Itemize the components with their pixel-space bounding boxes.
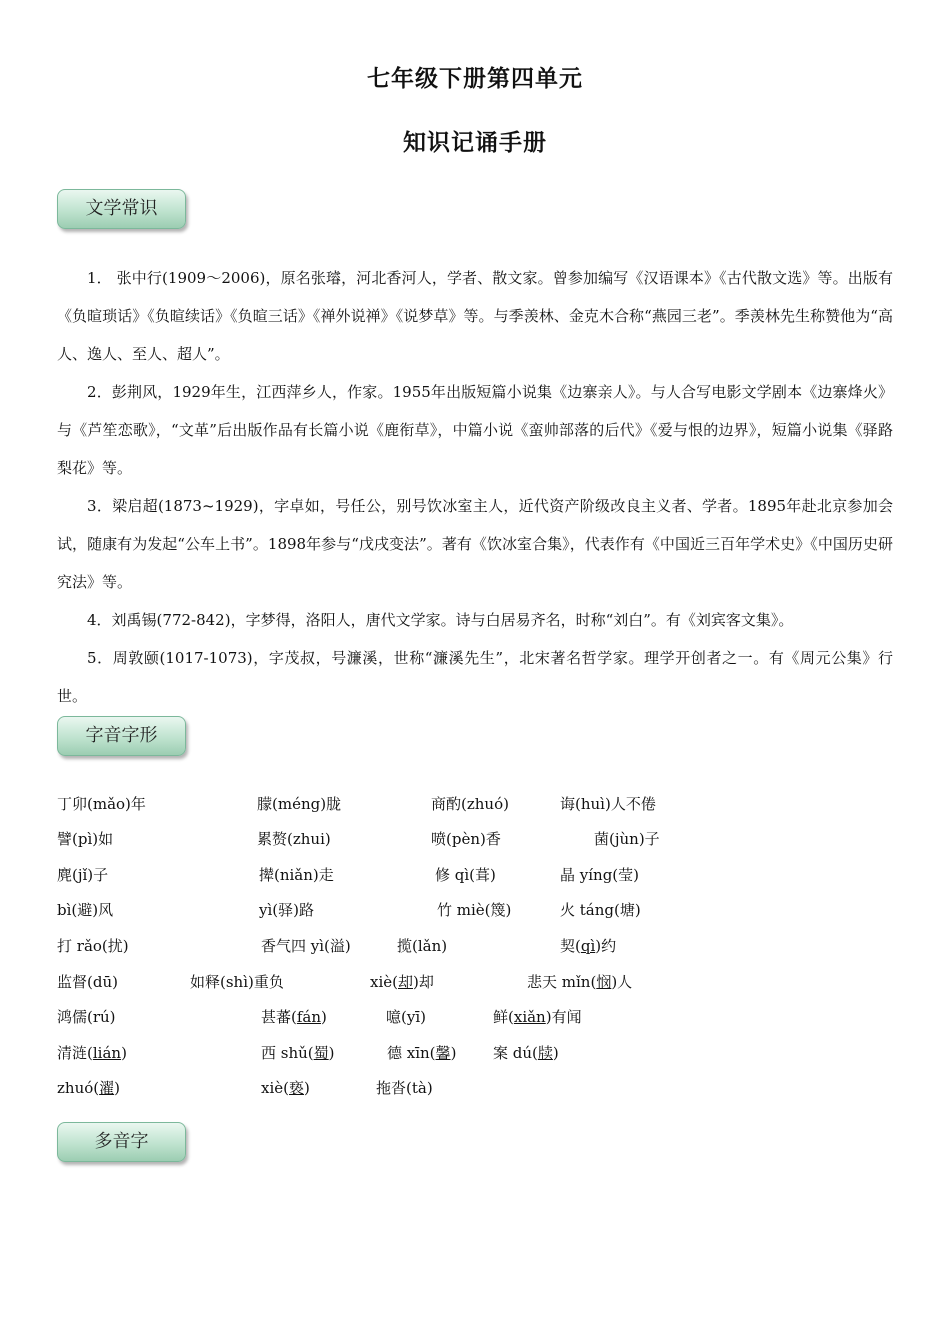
page-subtitle: 知识记诵手册 [403,130,547,156]
literature-item: 2．彭荆风，1929年生，江西萍乡人，作家。1955年出版短篇小说集《边寨亲人》。与人合写电影文学剧本《边寨烽火》与《芦笙恋歌》，“文革”后出版作品有长篇小说《鹿衔草》，中篇小说《蛮帅部落的后代》《爱与恨的边界》，短篇小说集《驿路梨花》等。 [57,383,893,477]
word-item: 朦(méng)胧 [257,795,342,813]
word-item: 修 qì(葺) [435,866,496,884]
word-item: 打 rǎo(扰) [57,937,129,955]
word-item: xiè(亵) [261,1079,310,1097]
word-item: 西 shǔ(蜀) [261,1044,335,1062]
word-item: 菌(jùn)子 [594,830,660,848]
section-label-pronunciation: 字音字形 [57,716,186,756]
section-label-polyphones: 多音字 [57,1122,186,1162]
word-item: 如释(shì)重负 [190,973,284,991]
word-item: 商酌(zhuó) [431,795,509,813]
literature-list [57,259,893,715]
word-item: 拖沓(tà) [376,1079,433,1097]
word-item: 香气四 yì(溢) [261,937,351,955]
word-item: yì(驿)路 [259,901,314,919]
literature-item: 5．周敦颐(1017-1073)，字茂叔，号濂溪，世称“濂溪先生”，北宋著名哲学家。理学开创者之一。有《周元公集》行世。 [57,649,893,705]
word-item: 鲜(xiǎn)有闻 [493,1008,582,1026]
word-item: 麂(jǐ)子 [57,866,109,884]
word-item: 悲天 mǐn(悯)人 [527,973,633,991]
word-item: 火 táng(塘) [560,901,641,919]
word-item: bì(避)风 [57,901,114,919]
word-item: 譬(pì)如 [57,830,114,848]
word-item: 德 xīn(馨) [387,1044,457,1062]
literature-item: 1． 张中行(1909～2006)，原名张璿，河北香河人，学者、散文家。曾参加编写《汉语课本》《古代散文选》等。出版有《负暄琐话》《负暄续话》《负暄三话》《禅外说禅》《说梦草》等。与季羡林、金克木合称“燕园三老”。季羡林先生称赞他为“高人、逸人、至人、超人”。 [57,269,893,363]
section-label-literature: 文学常识 [57,189,186,229]
word-item: 契(qì)约 [560,937,617,955]
word-item: xiè(却)却 [370,973,434,991]
word-item: 喷(pèn)香 [431,830,501,848]
literature-item: 4．刘禹锡(772-842)，字梦得，洛阳人，唐代文学家。诗与白居易齐名，时称“刘白”。有《刘宾客文集》。 [87,611,794,629]
word-item: 甚蕃(fán) [261,1008,327,1026]
word-item: 撵(niǎn)走 [259,866,334,884]
word-item: 诲(huì)人不倦 [560,795,656,813]
word-item: 累赘(zhui) [257,830,331,848]
word-item: 丁卯(mǎo)年 [57,795,146,813]
word-item: 监督(dū) [57,973,118,991]
word-item: 鸿儒(rú) [57,1008,116,1026]
word-item: 晶 yíng(莹) [560,866,640,884]
word-item: 竹 miè(篾) [437,901,512,919]
page-title: 七年级下册第四单元 [367,66,583,92]
literature-item: 3．梁启超(1873~1929)，字卓如，号任公，别号饮冰室主人，近代资产阶级改良主义者、学者。1895年赴北京参加会试，随康有为发起“公车上书”。1898年参与“戊戌变法”。著有《饮冰室合集》，代表作有《中国近三百年学术史》《中国历史研究法》等。 [57,497,893,591]
word-item: 清涟(lián) [57,1044,127,1062]
word-item: 揽(lǎn) [397,937,448,955]
word-item: 案 dú(牍) [493,1044,559,1062]
word-item: zhuó(濯) [57,1079,120,1097]
word-item: 噫(yī) [386,1008,426,1026]
